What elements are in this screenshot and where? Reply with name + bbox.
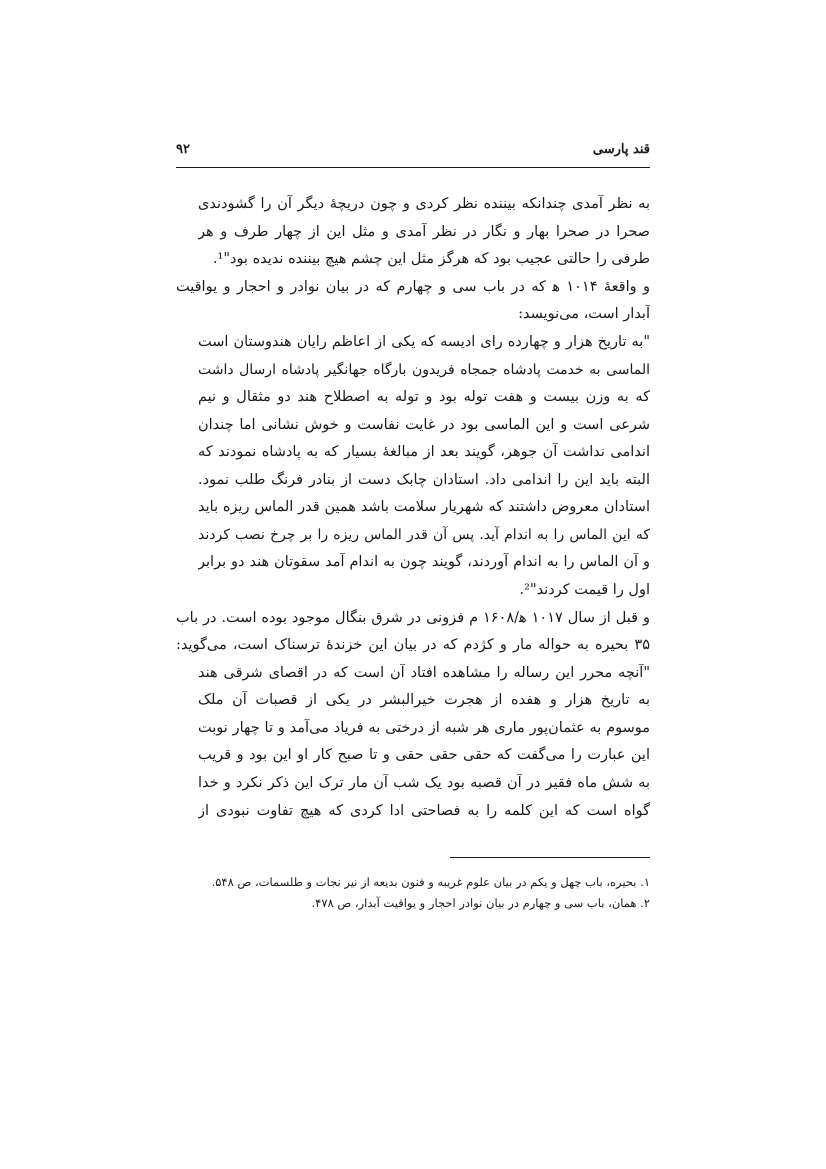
text-line: استادان معروض داشتند که شهریار سلامت باشد همین قدر الماس ریزه باید bbox=[198, 499, 650, 515]
text-line: به شش ماه فقیر در آن قصبه بود یک شب آن مار ترک این ذکر نکرد و خدا bbox=[198, 775, 650, 791]
footnote: ۲. همان، باب سی و چهارم در بیان نوادر احجار و یواقیت آبدار، ص ۴۷۸. bbox=[311, 896, 650, 910]
page-number: ۹۲ bbox=[176, 142, 190, 157]
running-header bbox=[176, 142, 650, 162]
text-line: به تاریخ هزار و هفده از هجرت خیرالبشر در یکی از قصبات آن ملک bbox=[198, 692, 650, 708]
text-line: البته باید این را اندامی داد. استادان چابک دست از بنادر فرنگ طلب نمود. bbox=[198, 472, 650, 488]
footnote-rule bbox=[450, 857, 650, 858]
text-line: و واقعهٔ ۱۰۱۴ ﻫ که در باب سی و چهارم که در بیان نوادر و احجار و یواقیت bbox=[176, 279, 650, 295]
text-line: اندامی نداشت آن جوهر، گویند بعد از مبالغهٔ بسیار که به پادشاه نمودند که bbox=[198, 444, 650, 460]
text-line: این عبارت را می‌گفت که حقی حقی حقی و تا صبح کار او این بود و قریب bbox=[198, 747, 650, 763]
header-rule bbox=[176, 167, 650, 168]
running-title: قند پارسی bbox=[592, 142, 650, 157]
footnote: ۱. بحیره، باب چهل و یکم در بیان علوم غریبه و فنون بدیعه از نیر نجات و طلسمات، ص ۵۴۸. bbox=[211, 875, 650, 889]
text-line: موسوم به عثمان‌پور ماری هر شبه از درختی به فریاد می‌آمد و تا چهار نوبت bbox=[198, 720, 650, 736]
text-line: و قبل از سال ۱۰۱۷ ﻫ/۱۶۰۸ م فزونی در شرق بنگال موجود بوده است. در باب bbox=[176, 610, 650, 626]
text-line: که این الماس را به اندام آید. پس آن قدر الماس ریزه را بر چرخ نصب کردند bbox=[198, 527, 650, 543]
text-line: "به تاریخ هزار و چهارده رای ادیسه که یکی از اعاظم رایان هندوستان است bbox=[198, 334, 650, 350]
text-line: گواه است که این کلمه را به فصاحتی ادا کردی که هیچ تفاوت نبودی از bbox=[198, 803, 650, 819]
text-line: شرعی است و این الماسی بود در غایت نفاست و خوش نشانی اما چندان bbox=[198, 417, 650, 433]
text-line: الماسی به خدمت پادشاه جمجاه فریدون بارگاه جهانگیر پادشاه ارسال داشت bbox=[198, 362, 650, 378]
text-line: به نظر آمدی چندانکه بیننده نظر کردی و چون دریچهٔ دیگر آن را گشودندی bbox=[198, 196, 650, 212]
text-line: ۳۵ بحیره به حواله مار و کژدم که در بیان این خزندهٔ ترسناک است، می‌گوید: bbox=[176, 637, 650, 653]
text-line: صحرا در صحرا بهار و نگار در نظر آمدی و مثل این از چهار طرف و هر bbox=[198, 224, 650, 240]
text-line: طرفی را حالتی عجیب بود که هرگز مثل این چشم هیچ بیننده ندیده بود"¹. bbox=[212, 251, 650, 267]
text-line: که به وزن بیست و هفت توله بود و توله به اصطلاح هند دو مثقال و نیم bbox=[198, 389, 650, 405]
text-line: آبدار است، می‌نویسد: bbox=[518, 306, 650, 322]
text-line: "آنچه محرر این رساله را مشاهده افتاد آن است که در اقصای شرقی هند bbox=[198, 665, 650, 681]
text-line: اول را قیمت کردند"². bbox=[519, 582, 650, 598]
text-line: و آن الماس را به اندام آوردند، گویند چون به اندام آمد سقوتان هند دو برابر bbox=[198, 554, 650, 570]
